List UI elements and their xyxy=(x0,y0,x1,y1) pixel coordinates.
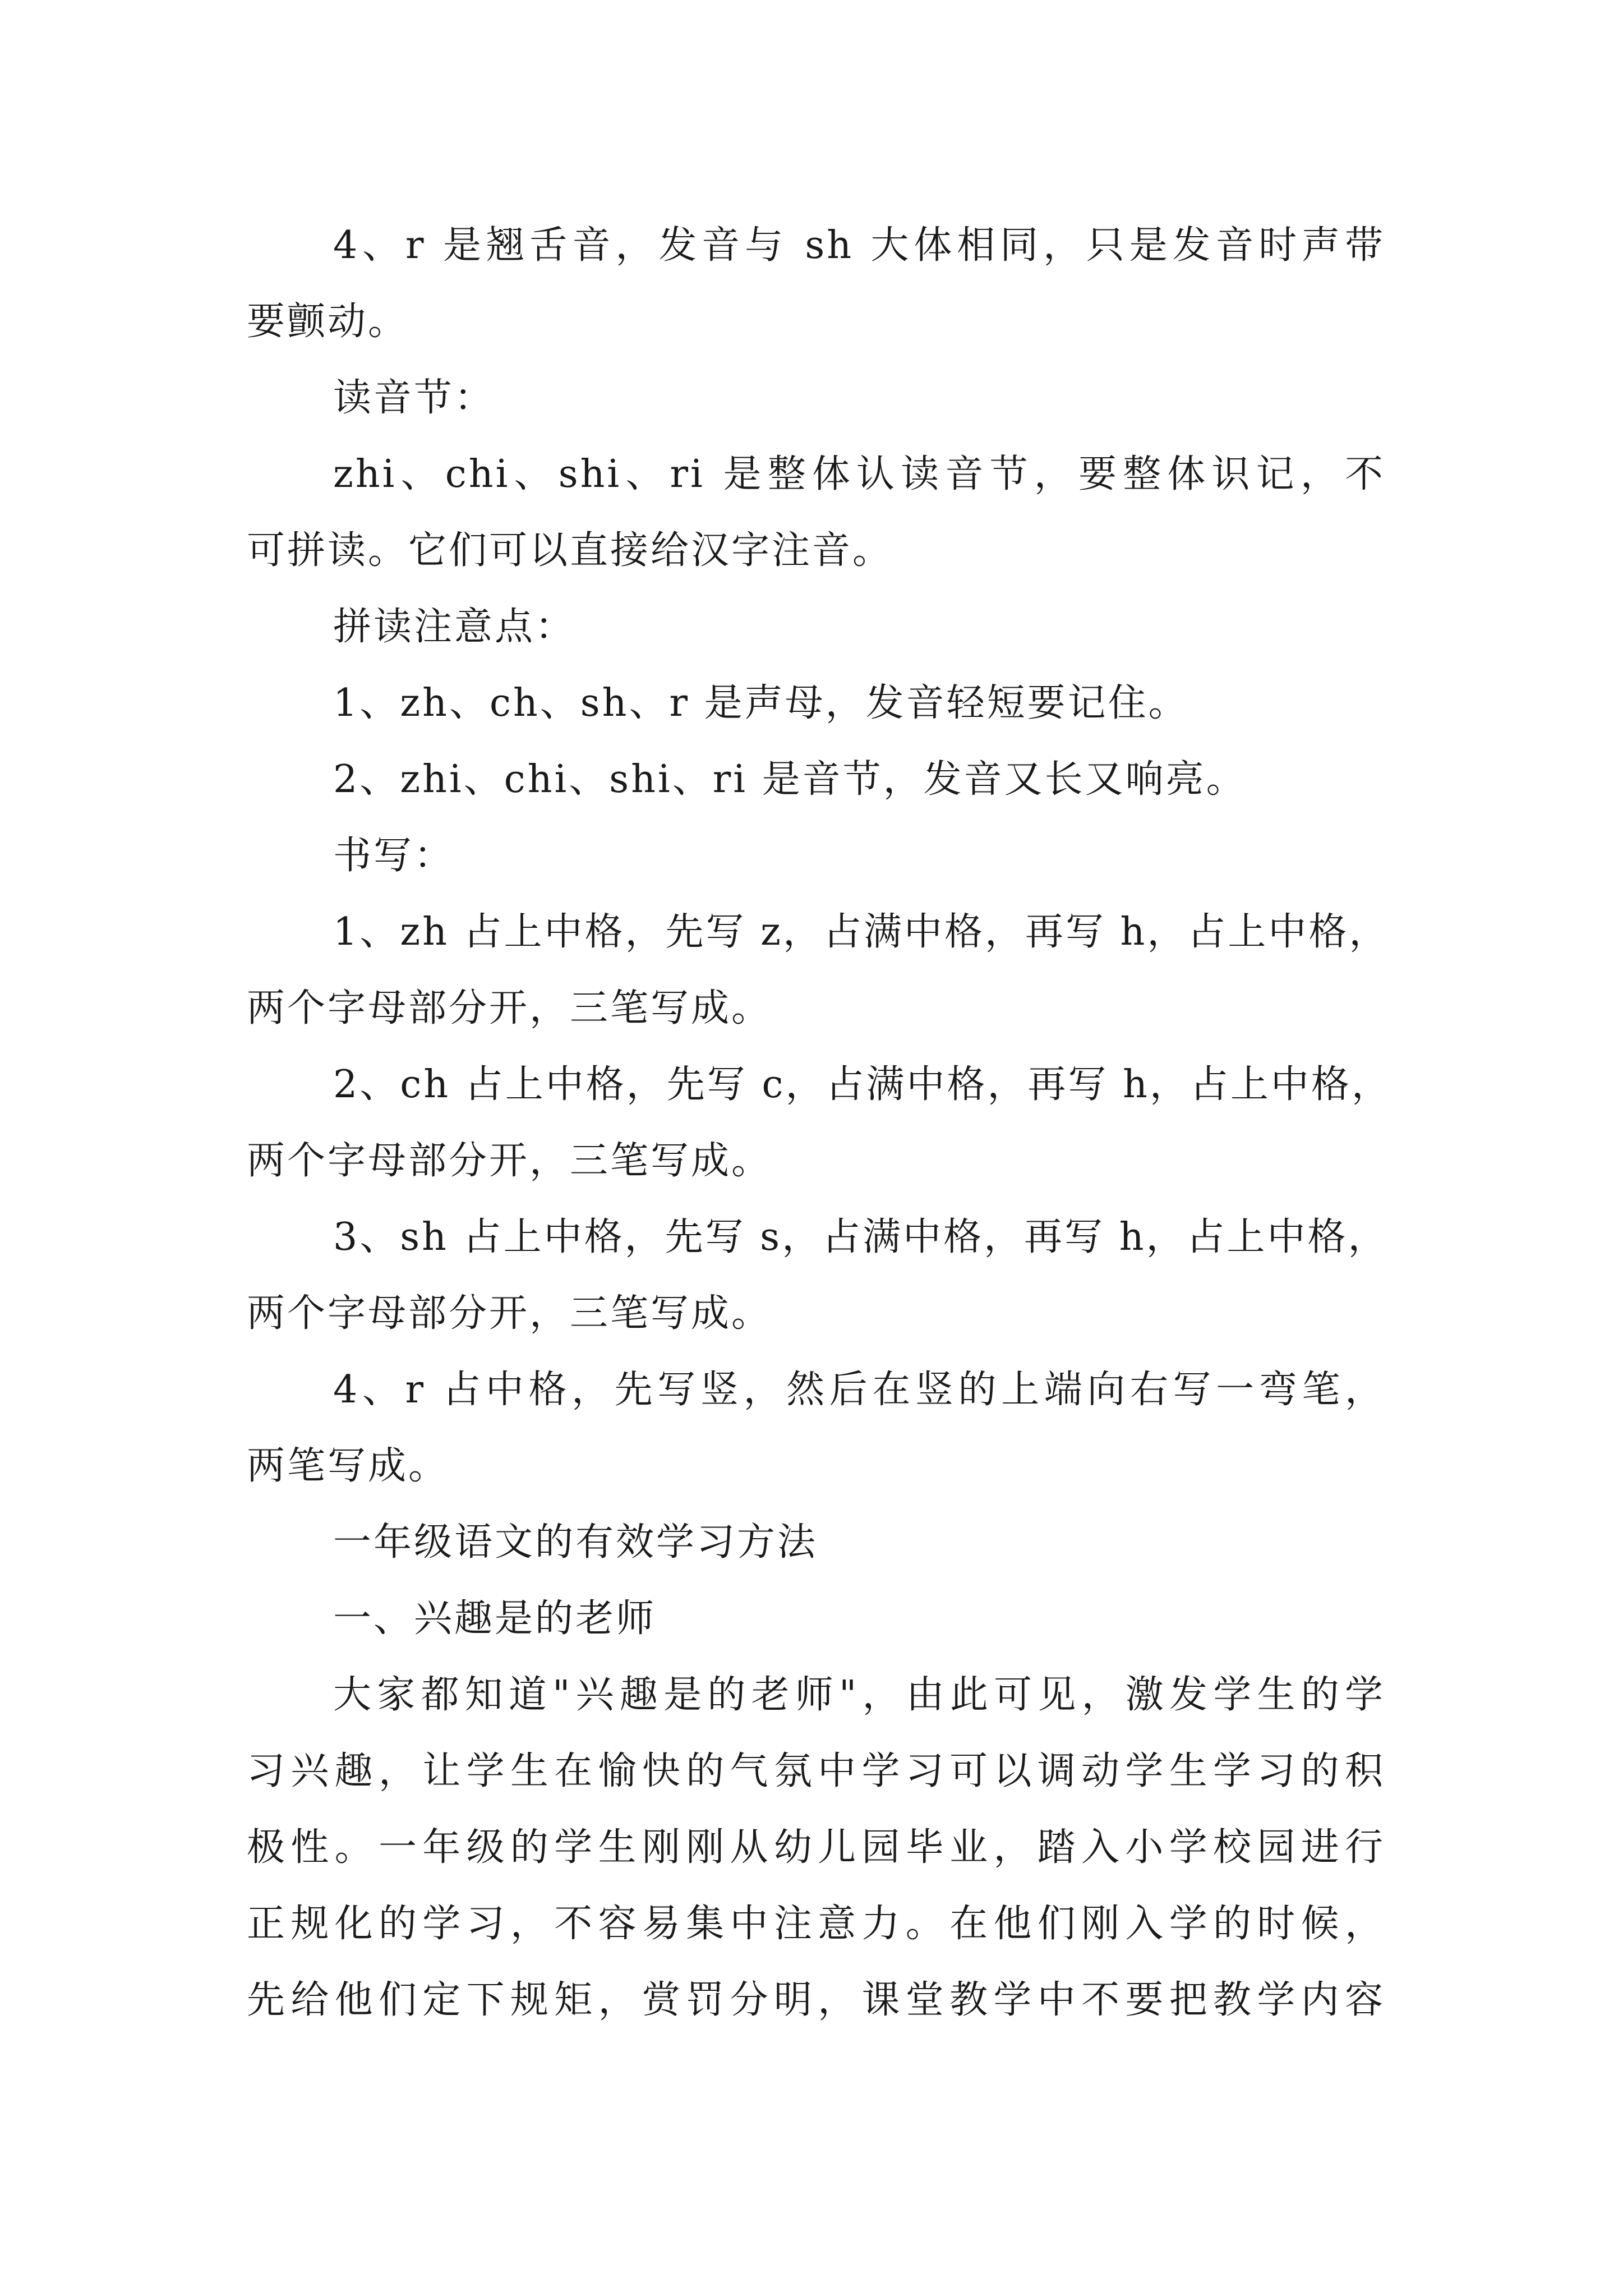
paragraph-line: 4、r 是翘舌音，发音与 sh 大体相同，只是发音时声带 xyxy=(333,223,1385,268)
paragraph-line: zhi、chi、shi、ri 是整体认读音节，要整体识记，不 xyxy=(333,452,1385,496)
subsection-title: 一、兴趣是的老师 xyxy=(333,1596,657,1641)
paragraph-line: 先给他们定下规矩，赏罚分明，课堂教学中不要把教学内容 xyxy=(247,1978,1385,2022)
list-item: 3、sh 占上中格，先写 s，占满中格，再写 h，占上中格， xyxy=(333,1215,1389,1259)
paragraph-line: 正规化的学习，不容易集中注意力。在他们刚入学的时候， xyxy=(247,1902,1385,1946)
section-heading: 拼读注意点： xyxy=(333,605,576,649)
paragraph-line: 大家都知道"兴趣是的老师"，由此可见，激发学生的学 xyxy=(333,1673,1385,1717)
section-title: 一年级语文的有效学习方法 xyxy=(333,1520,818,1565)
section-heading: 书写： xyxy=(333,834,455,878)
list-item: 4、r 占中格，先写竖，然后在竖的上端向右写一弯笔， xyxy=(333,1368,1385,1412)
paragraph-line: 可拼读。它们可以直接给汉字注音。 xyxy=(247,528,893,573)
list-item-continuation: 两个字母部分开，三笔写成。 xyxy=(247,1139,772,1183)
list-item-continuation: 两个字母部分开，三笔写成。 xyxy=(247,1291,772,1336)
list-item-continuation: 两笔写成。 xyxy=(247,1444,449,1488)
list-item: 1、zh 占上中格，先写 z，占满中格，再写 h，占上中格， xyxy=(333,910,1390,954)
section-heading: 读音节： xyxy=(333,376,495,420)
paragraph-line: 要颤动。 xyxy=(247,300,409,344)
list-item-continuation: 两个字母部分开，三笔写成。 xyxy=(247,986,772,1030)
paragraph-line: 习兴趣，让学生在愉快的气氛中学习可以调动学生学习的积 xyxy=(247,1749,1385,1793)
paragraph-line: 极性。一年级的学生刚刚从幼儿园毕业，踏入小学校园进行 xyxy=(247,1825,1385,1870)
list-item: 1、zh、ch、sh、r 是声母，发音轻短要记住。 xyxy=(333,681,1189,725)
list-item: 2、ch 占上中格，先写 c，占满中格，再写 h，占上中格， xyxy=(333,1062,1392,1107)
list-item: 2、zhi、chi、shi、ri 是音节，发音又长又响亮。 xyxy=(333,757,1247,802)
